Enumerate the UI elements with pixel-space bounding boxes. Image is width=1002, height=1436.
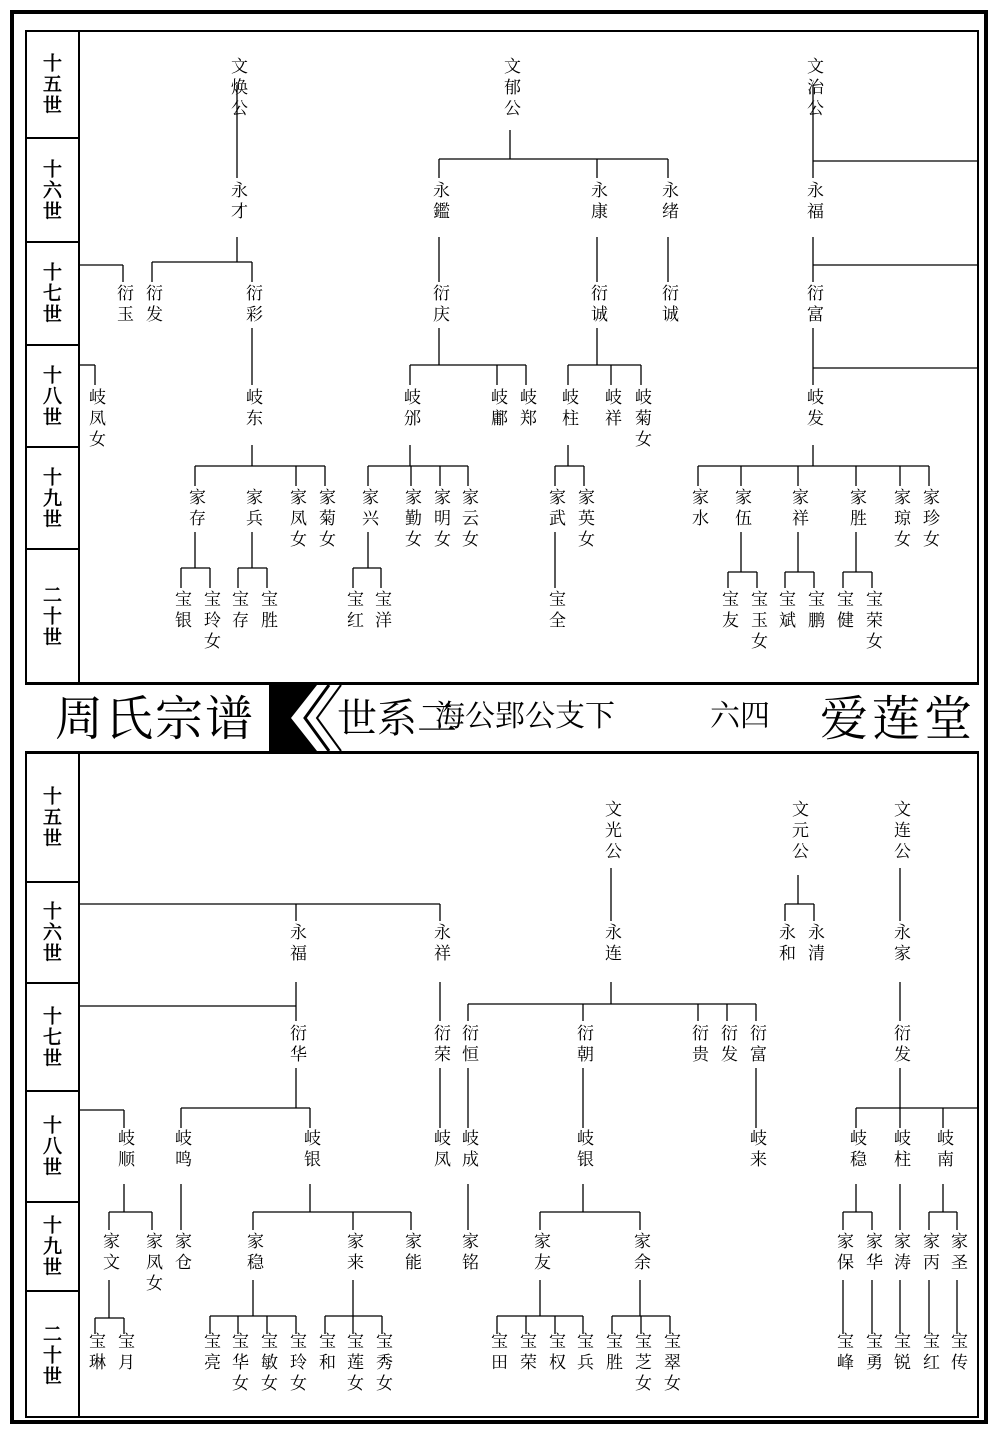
generation-text: 二十世 [40,584,62,648]
person-name: 宝和 [315,1332,335,1374]
generation-label [25,1092,78,1203]
person-name: 家祥 [788,488,808,530]
generation-label [25,1203,78,1292]
person-name: 宝敏女 [257,1332,277,1395]
person-name: 永绪 [658,181,678,223]
person-name: 家英女 [574,488,594,551]
person-name: 家铭 [458,1232,478,1274]
person-name: 家华 [862,1232,882,1274]
person-name: 永家 [890,923,910,965]
branch-subtitle: 海公郢公支下 [435,699,615,734]
person-name: 宝荣 [516,1332,536,1374]
generation-text: 二十世 [40,1323,62,1387]
person-name: 岐南 [933,1129,953,1171]
person-name: 衍贵 [688,1024,708,1066]
person-name: 家丙 [919,1232,939,1274]
person-name: 岐柱 [890,1129,910,1171]
person-name: 宝全 [545,590,565,632]
generation-text: 十九世 [40,1215,62,1278]
person-name: 宝斌 [775,590,795,632]
generation-text: 十八世 [40,364,62,428]
person-name: 岐凤女 [85,388,105,451]
person-name: 岐成 [458,1129,478,1171]
hall-name: 爱莲堂 [820,691,977,747]
person-name: 永福 [286,923,306,965]
generation-label [25,139,78,243]
person-name: 宝玉女 [747,590,767,653]
person-name: 永祥 [430,923,450,965]
person-name: 家存 [185,488,205,530]
person-name: 家凤女 [142,1232,162,1295]
generation-text: 十五世 [40,786,62,849]
person-name: 宝琳 [85,1332,105,1374]
person-name: 家保 [833,1232,853,1274]
person-name: 宝红 [343,590,363,632]
person-name: 岐菊女 [631,388,651,451]
person-name: 永和 [775,923,795,965]
lineage-connectors [80,32,979,682]
person-name: 家珍女 [919,488,939,551]
person-name: 宝翠女 [660,1332,680,1395]
person-name: 岐稳 [846,1129,866,1171]
person-name: 宝玲女 [286,1332,306,1395]
person-name: 衍发 [717,1024,737,1066]
generation-text: 十七世 [40,262,62,325]
title-band [25,682,979,754]
person-name: 永鑑 [429,181,449,223]
person-name: 岐祥 [601,388,621,430]
person-name: 宝莲女 [343,1332,363,1395]
person-name: 宝胜 [602,1332,622,1374]
generation-text: 十五世 [40,53,62,116]
person-name: 家胜 [846,488,866,530]
person-name: 宝传 [947,1332,967,1374]
person-name: 文元公 [788,800,808,863]
person-name: 永才 [227,181,247,223]
person-name: 衍发 [142,284,162,326]
person-name: 宝鹏 [804,590,824,632]
generation-text: 十九世 [40,466,62,530]
generation-text: 十八世 [40,1115,62,1178]
generation-label [25,243,78,346]
person-name: 家兵 [242,488,262,530]
person-name: 永连 [601,923,621,965]
person-name: 家余 [630,1232,650,1274]
person-name: 家来 [343,1232,363,1274]
person-name: 宝峰 [833,1332,853,1374]
person-name: 岐鄘 [487,388,507,430]
person-name: 宝芝女 [631,1332,651,1395]
person-name: 家友 [530,1232,550,1274]
generation-label [25,754,78,883]
generation-label [25,346,78,448]
person-name: 岐银 [573,1129,593,1171]
person-name: 宝存 [228,590,248,632]
person-name: 家兴 [358,488,378,530]
person-name: 家勤女 [401,488,421,551]
generation-column-bottom [25,754,80,1418]
person-name: 宝玲女 [200,590,220,653]
genealogy-title: 周氏宗谱 [55,691,256,747]
generation-text: 十六世 [40,901,62,964]
person-name: 家文 [99,1232,119,1274]
generation-label [25,448,78,550]
section-arrow-icon [267,685,347,751]
person-name: 宝权 [545,1332,565,1374]
lineage-connectors [80,754,979,1418]
person-name: 岐凤 [430,1129,450,1171]
section-label: 世系二 [337,696,457,742]
person-name: 家能 [401,1232,421,1274]
person-name: 文郁公 [500,57,520,120]
person-name: 岐顺 [114,1129,134,1171]
person-name: 永康 [587,181,607,223]
person-name: 宝洋 [371,590,391,632]
person-name: 宝勇 [862,1332,882,1374]
person-name: 家武 [545,488,565,530]
generation-label [25,32,78,139]
person-name: 家菊女 [315,488,335,551]
person-name: 衍富 [803,284,823,326]
person-name: 文焕公 [227,57,247,120]
person-name: 永福 [803,181,823,223]
generation-label [25,1292,78,1418]
person-name: 衍发 [890,1024,910,1066]
person-name: 衍诚 [658,284,678,326]
person-name: 衍荣 [430,1024,450,1066]
person-name: 家伍 [731,488,751,530]
person-name: 岐柱 [558,388,578,430]
person-name: 家凤女 [286,488,306,551]
person-name: 衍富 [746,1024,766,1066]
person-name: 宝华女 [228,1332,248,1395]
generation-label [25,883,78,984]
person-name: 文光公 [601,800,621,863]
person-name: 岐鸣 [171,1129,191,1171]
generation-text: 十七世 [40,1005,62,1069]
person-name: 岐发 [803,388,823,430]
person-name: 岐东 [242,388,262,430]
person-name: 宝月 [114,1332,134,1374]
person-name: 家琼女 [890,488,910,551]
person-name: 宝亮 [200,1332,220,1374]
person-name: 衍庆 [429,284,449,326]
person-name: 衍诚 [587,284,607,326]
person-name: 宝健 [833,590,853,632]
person-name: 岐邠 [400,388,420,430]
person-name: 永清 [804,923,824,965]
person-name: 岐郑 [516,388,536,430]
person-name: 衍朝 [573,1024,593,1066]
person-name: 衍彩 [242,284,262,326]
person-name: 宝兵 [573,1332,593,1374]
generation-label [25,984,78,1092]
person-name: 衍玉 [113,284,133,326]
person-name: 衍华 [286,1024,306,1066]
person-name: 家涛 [890,1232,910,1274]
person-name: 家仓 [171,1232,191,1274]
person-name: 家稳 [243,1232,263,1274]
person-name: 宝锐 [890,1332,910,1374]
person-name: 宝红 [919,1332,939,1374]
person-name: 宝友 [718,590,738,632]
generation-text: 十六世 [40,158,62,222]
family-tree-bottom [80,754,979,1418]
person-name: 宝胜 [257,590,277,632]
person-name: 文连公 [890,800,910,863]
person-name: 宝田 [487,1332,507,1374]
person-name: 家明女 [430,488,450,551]
person-name: 家圣 [947,1232,967,1274]
person-name: 家水 [688,488,708,530]
person-name: 宝秀女 [372,1332,392,1395]
person-name: 宝银 [171,590,191,632]
family-tree-top [80,32,979,682]
person-name: 家云女 [458,488,478,551]
person-name: 衍恒 [458,1024,478,1066]
person-name: 文治公 [803,57,823,120]
person-name: 宝荣女 [862,590,882,653]
generation-column-top [25,32,80,682]
generation-label [25,550,78,682]
person-name: 岐银 [300,1129,320,1171]
person-name: 岐来 [746,1129,766,1171]
page-number: 六四 [710,699,770,734]
